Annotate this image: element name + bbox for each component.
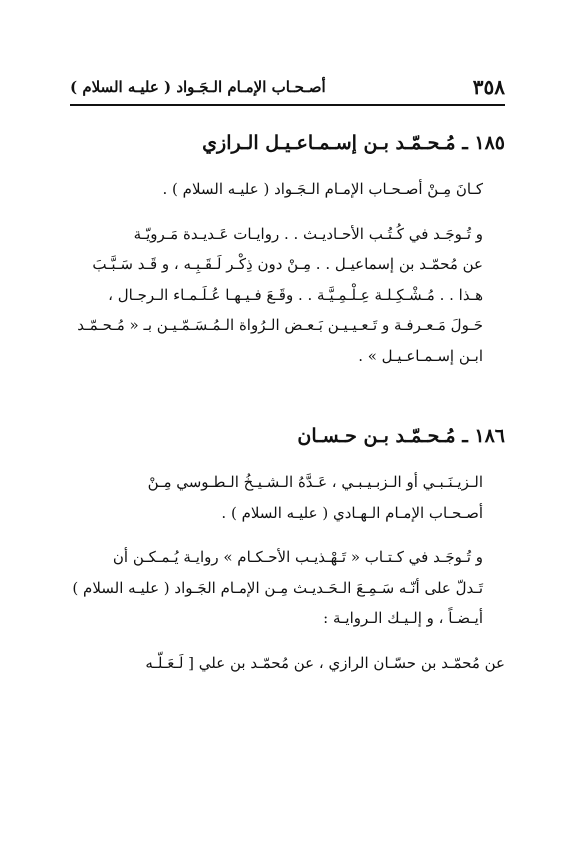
entry-heading-186: ١٨٦ ـ مُـحـمّـد بـن حـسـان <box>297 425 505 447</box>
page-number: ٣٥٨ <box>472 75 505 99</box>
text-line: أيـضـاً ، و إلـيـك الـروايـة : <box>323 609 483 627</box>
paragraph <box>70 648 505 679</box>
text-line: أصـحـاب الإمـام الـهـادي ( عليـه السلام ) . <box>221 503 483 522</box>
text-line: ابـن إسـمـاعـيـل » . <box>358 346 483 365</box>
text-line: و تُـوجَـد في كـتـاب « تَـهْـذيـب الأحـكـام » روايـة يُـمـكـن أن <box>112 548 483 566</box>
text-line: تَـدلّ على أنّـه سَـمِـعَ الـحَـديـث مِـن الإمـام الجَـواد ( عليـه السلام ) <box>72 578 483 597</box>
text-line: حَـولَ مَـعـرفـة و تَـعـيـيـن بَـعـض الـرُواة الـمُـسَـمّـيـن بـ « مُـحـمّـد <box>77 316 483 334</box>
paragraph <box>70 542 505 634</box>
paragraph <box>70 219 505 372</box>
text-line: و تُـوجَـد في كُـتُـب الأحـاديـث . . روايـات عَـديـدة مَـرويّـة <box>133 224 483 243</box>
text-line: عن مُحمّـد بن إسماعيـل . . مِـنْ دون ذِكْـر لَـقَـبِـه ، و قَـد سَـبَّـبَ <box>92 255 483 273</box>
paragraph <box>70 174 505 205</box>
page-header <box>70 72 505 102</box>
paragraph <box>70 467 505 528</box>
text-line: الـزيـنَـبـي أو الـزبـيـبـي ، عَـدَّهُ الـشـيـخُ الـطـوسي مِـنْ <box>147 473 483 491</box>
page-content <box>70 118 505 678</box>
text-line: عن مُحمّـد بن حسّـان الرازي ، عن مُحمّـد بن علي [ لَـعَـلّـه <box>145 653 505 672</box>
text-line: هـذا . . مُـشْـكِـلـة عِـلْـمِـيَّـة . . وقَـعَ فـيـهـا عُـلَـمـاء الـرجـال ، <box>108 285 483 304</box>
text-line: كـانَ مِـنْ أصـحـاب الإمـام الـجَـواد ( عليـه السلام ) . <box>162 180 483 198</box>
header-rule <box>70 104 505 106</box>
running-title: أصـحـاب الإمـام الـجَـواد ( عليـه السلام ) <box>70 78 326 96</box>
entry-heading-185: ١٨٥ ـ مُـحـمّـد بـن إسـمـاعـيـل الـرازي <box>202 132 505 154</box>
